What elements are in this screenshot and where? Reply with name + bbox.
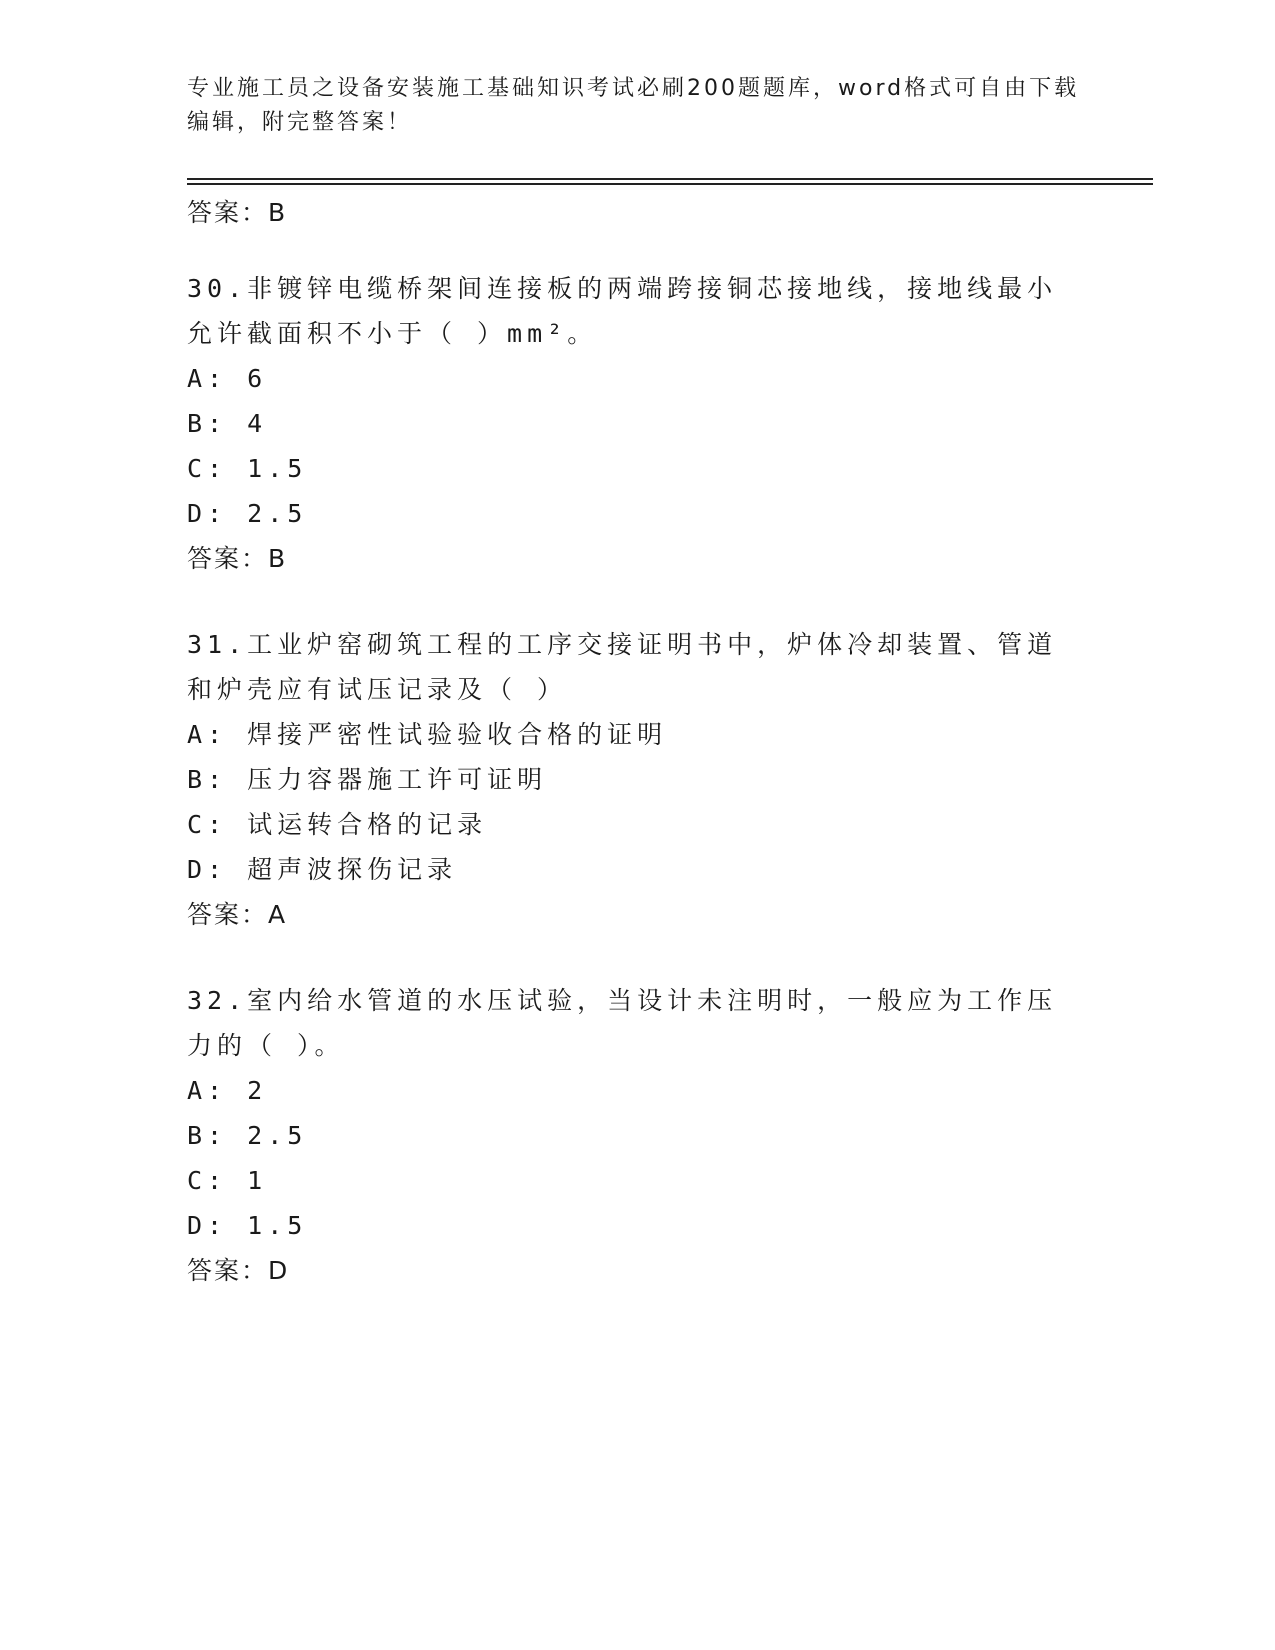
option-c: C: 1.5: [187, 454, 308, 483]
previous-answer: 答案：B: [187, 198, 288, 227]
page-header: 专业施工员之设备安装施工基础知识考试必刷200题题库，word格式可自由下载编辑，附完整答案！: [187, 76, 1080, 135]
option-d: D: 超声波探伤记录: [187, 855, 458, 884]
question-32: [187, 978, 1087, 1294]
option-a: A: 焊接严密性试验验收合格的证明: [187, 720, 668, 749]
question-stem: 31.工业炉窑砌筑工程的工序交接证明书中，炉体冷却装置、管道和炉壳应有试压记录及（ ）: [187, 630, 1058, 704]
option-b: B: 2.5: [187, 1121, 308, 1150]
header-divider-top: [187, 178, 1153, 180]
question-31: [187, 622, 1087, 938]
option-a: A: 6: [187, 364, 268, 393]
question-answer: 答案：D: [187, 1256, 290, 1285]
document-body: [187, 190, 1087, 1334]
option-b: B: 压力容器施工许可证明: [187, 765, 548, 794]
option-d: D: 1.5: [187, 1211, 308, 1240]
question-answer: 答案：A: [187, 900, 288, 929]
option-c: C: 试运转合格的记录: [187, 810, 488, 839]
option-c: C: 1: [187, 1166, 268, 1195]
option-a: A: 2: [187, 1076, 268, 1105]
question-answer: 答案：B: [187, 544, 288, 573]
question-30: [187, 266, 1087, 582]
question-stem: 30.非镀锌电缆桥架间连接板的两端跨接铜芯接地线，接地线最小允许截面积不小于（ ）mm²。: [187, 274, 1058, 348]
option-b: B: 4: [187, 409, 268, 438]
option-d: D: 2.5: [187, 499, 308, 528]
header-divider-bottom: [187, 183, 1153, 185]
question-stem: 32.室内给水管道的水压试验，当设计未注明时，一般应为工作压力的（ ）。: [187, 986, 1058, 1060]
